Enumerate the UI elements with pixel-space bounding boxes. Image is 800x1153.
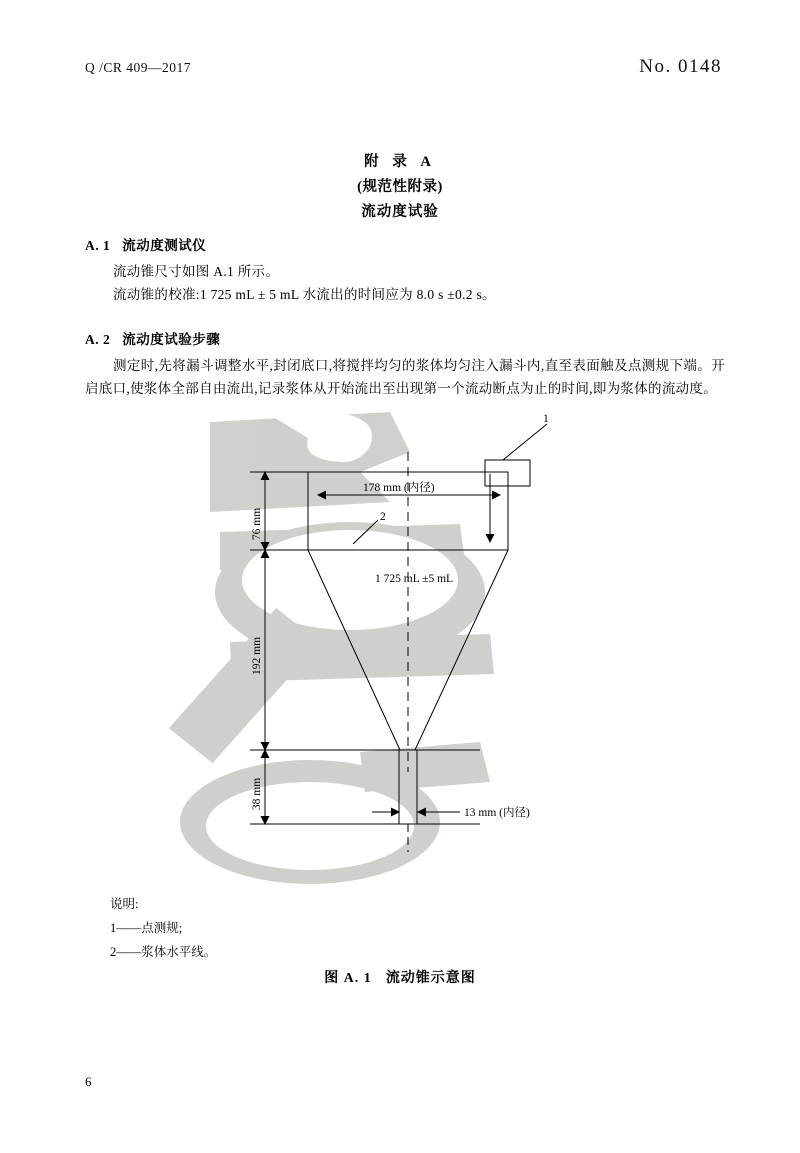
- section-a2: [85, 328, 725, 400]
- figure-volume-label: 1 725 mL ±5 mL: [375, 573, 454, 585]
- annex-title: 附 录 A: [364, 154, 436, 170]
- page-content: [60, 32, 740, 1122]
- section-a2-paragraph-1: 测定时,先将漏斗调整水平,封闭底口,将搅拌均匀的浆体均匀注入漏斗内,直至表面触及点测规下端。开启底口,使浆体全部自由流出,记录浆体从开始流出至出现第一个流动断点为止的时间,即为浆体的流动度。: [85, 358, 725, 396]
- standard-number: Q /CR 409—2017: [85, 60, 192, 75]
- section-a1-paragraph-2: 流动锥的校准:1 725 mL ± 5 mL 水流出的时间应为 8.0 s ±0.2 s。: [113, 287, 496, 302]
- document-number: No. 0148: [639, 56, 722, 77]
- figure-legend: [110, 892, 216, 964]
- figure-a1: [60, 412, 740, 912]
- figure-callout-2: 2: [380, 511, 386, 523]
- legend-item-2: 2——浆体水平线。: [110, 945, 217, 959]
- page-header: [60, 56, 740, 86]
- section-a1-number: A. 1: [85, 238, 111, 253]
- scan-artifact-shapes: [164, 412, 494, 884]
- figure-height-76-label: 76 mm: [251, 507, 263, 541]
- page-number: 6: [85, 1074, 92, 1089]
- section-a1: [85, 234, 725, 306]
- section-a2-heading: [85, 328, 725, 348]
- figure-caption: [60, 967, 740, 987]
- figure-height-192-label: 192 mm: [251, 636, 263, 676]
- flow-cone-diagram: [60, 412, 740, 912]
- annex-subtitle: (规范性附录): [357, 179, 443, 195]
- figure-height-38-label: 38 mm: [251, 777, 263, 811]
- figure-caption-label: 图 A. 1: [324, 971, 372, 986]
- legend-title: 说明:: [110, 897, 139, 911]
- section-a1-heading: [85, 234, 725, 254]
- annex-name: 流动度试验: [361, 204, 439, 220]
- section-a2-title: 流动度试验步骤: [122, 332, 221, 347]
- figure-bottom-diameter-label: 13 mm (内径): [464, 807, 530, 819]
- section-a1-title: 流动度测试仪: [122, 238, 207, 253]
- section-a1-paragraph-1: 流动锥尺寸如图 A.1 所示。: [113, 264, 280, 279]
- section-a2-number: A. 2: [85, 332, 111, 347]
- annex-title-block: [60, 150, 740, 225]
- legend-item-1: 1——点测规;: [110, 921, 183, 935]
- figure-callout-1: 1: [543, 413, 549, 425]
- figure-caption-text: 流动锥示意图: [385, 971, 476, 986]
- figure-top-diameter-label: 178 mm (内径): [363, 482, 435, 494]
